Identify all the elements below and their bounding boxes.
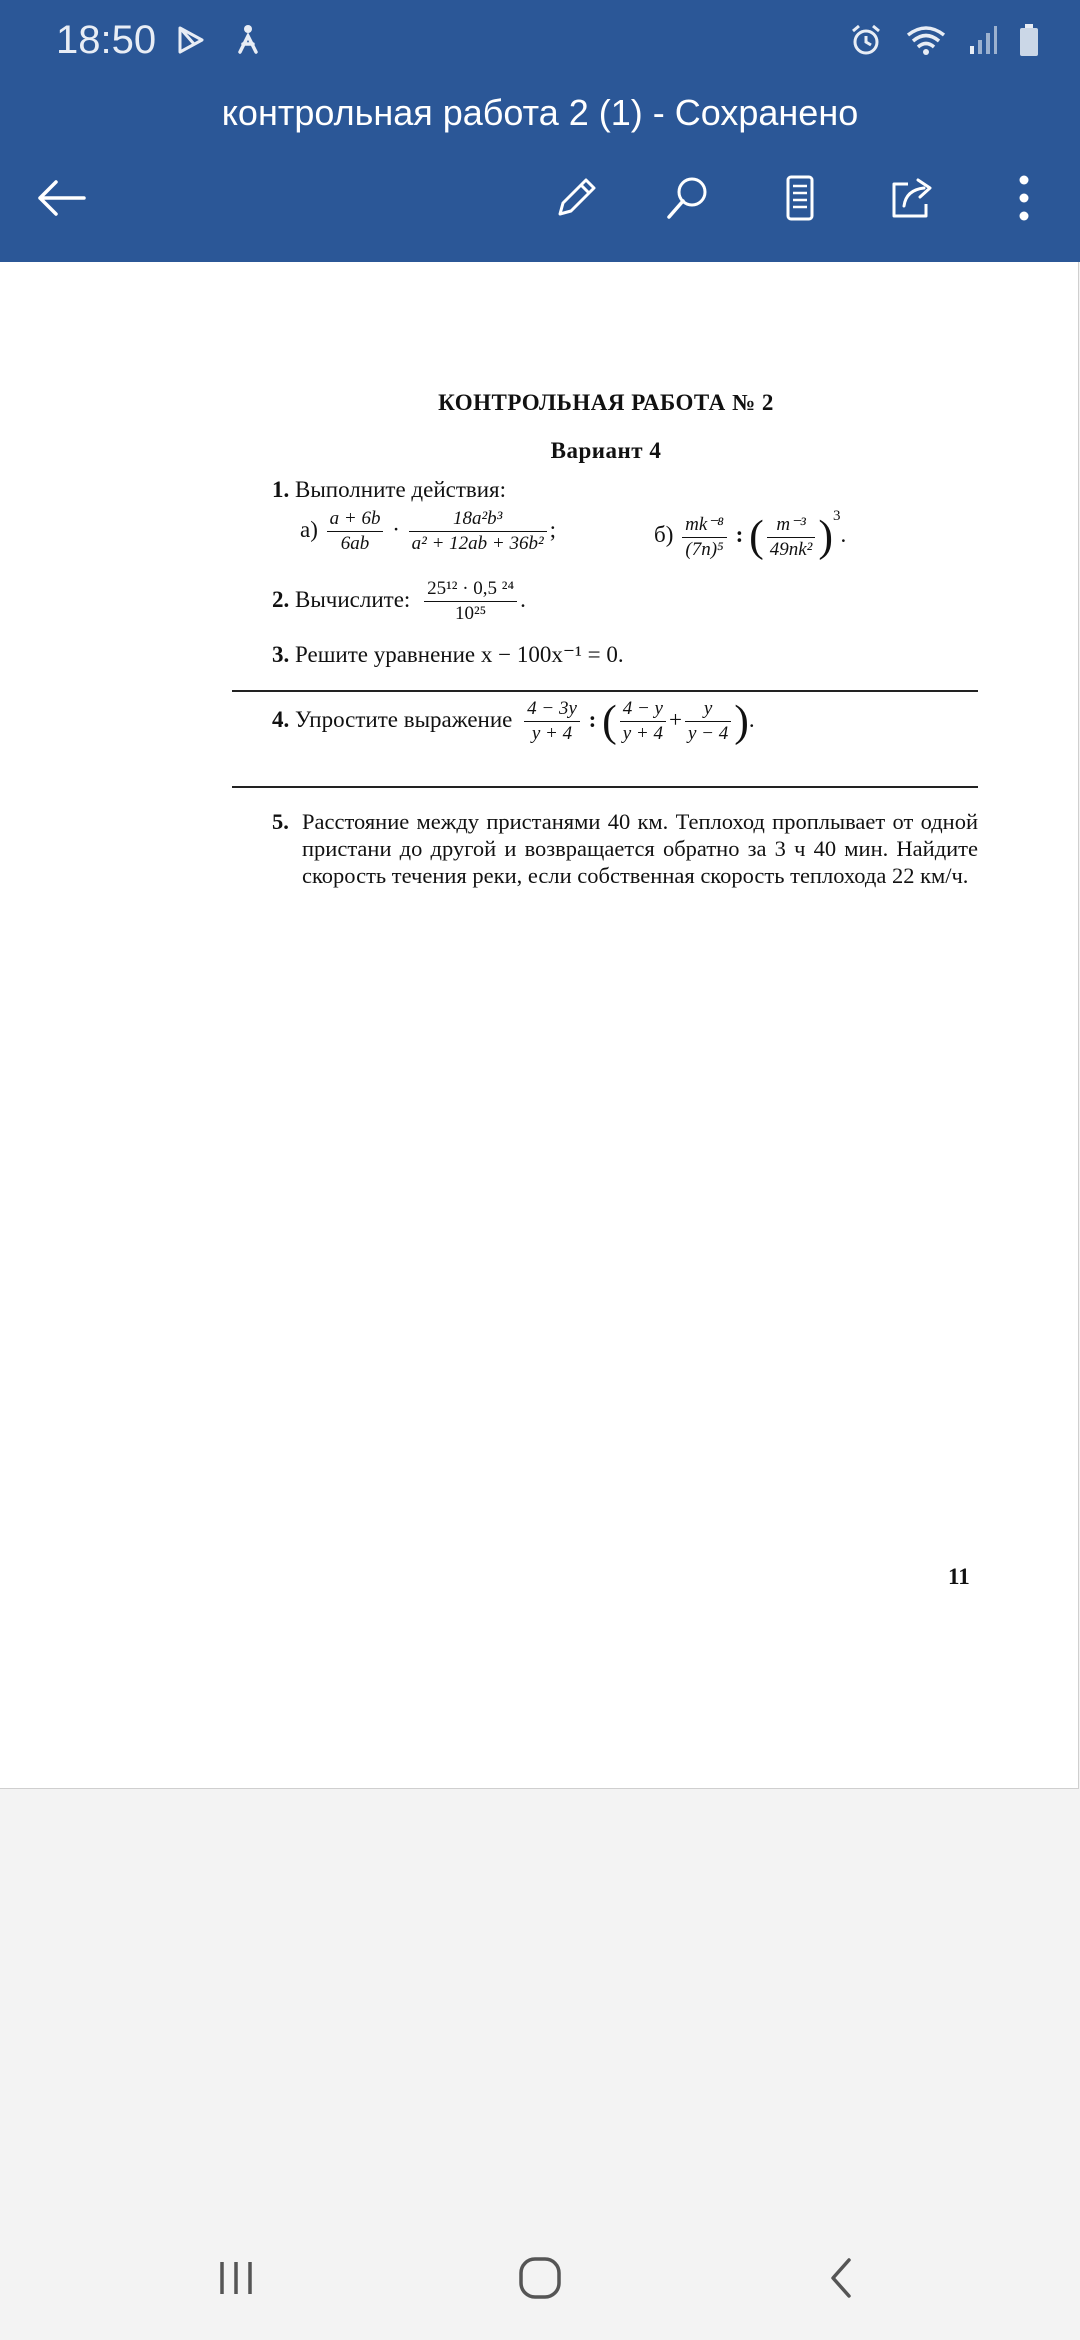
- app-header: [0, 0, 1080, 262]
- status-time: 18:50: [56, 18, 157, 62]
- fraction: [682, 513, 727, 561]
- mobile-view-button[interactable]: [744, 168, 856, 228]
- task-number: 3.: [272, 642, 290, 667]
- page-number: 11: [948, 1564, 970, 1589]
- numerator: 18a²b³: [409, 508, 547, 532]
- back-icon: [825, 2256, 855, 2300]
- fraction: [409, 508, 547, 555]
- task-number: 1.: [272, 477, 290, 502]
- denominator: 49nk²: [769, 538, 813, 560]
- status-right-icons: [848, 22, 1040, 58]
- open-paren: (: [602, 696, 617, 746]
- numerator: y: [685, 698, 731, 722]
- status-left-icons: [172, 22, 266, 58]
- task-4: [272, 698, 755, 745]
- open-paren: (: [749, 511, 764, 561]
- close-paren: ): [734, 696, 749, 746]
- fraction: [685, 698, 731, 745]
- punctuation: .: [840, 522, 847, 547]
- divider-line: [232, 786, 978, 788]
- task-text: Решите уравнение x − 100x⁻¹ = 0.: [295, 642, 624, 667]
- accessibility-icon: [230, 22, 266, 58]
- denominator: y + 4: [531, 723, 573, 744]
- toolbar-actions: [520, 168, 1080, 228]
- close-paren: ): [818, 511, 834, 561]
- edit-pencil-icon: [550, 172, 602, 224]
- fraction: [424, 578, 517, 625]
- fraction: [620, 698, 666, 745]
- numerator: 4 − 3y: [524, 698, 580, 722]
- exponent: 3: [833, 508, 841, 524]
- task-1b: [654, 508, 846, 561]
- document-title: контрольная работа 2 (1) - Сохранено: [221, 92, 859, 133]
- numerator: a + 6b: [327, 508, 384, 532]
- denominator: (7n)⁵: [685, 538, 724, 560]
- search-button[interactable]: [632, 168, 744, 228]
- task-number: 5.: [272, 809, 289, 834]
- wifi-icon: [904, 22, 948, 58]
- back-button[interactable]: [32, 168, 92, 228]
- numerator: m⁻³: [767, 513, 816, 538]
- denominator: a² + 12ab + 36b²: [411, 533, 544, 554]
- punctuation: .: [748, 706, 755, 732]
- operator: :: [735, 522, 744, 547]
- fraction: [327, 508, 384, 555]
- search-icon: [662, 172, 714, 224]
- system-nav-bar: [0, 2216, 1080, 2340]
- task-text: Вычислите:: [295, 586, 411, 612]
- task-text: Упростите выражение: [295, 706, 513, 732]
- operator: ·: [392, 516, 400, 542]
- divider-line: [232, 690, 978, 692]
- variant-heading: Вариант 4: [550, 438, 662, 463]
- task-text: Выполните действия:: [295, 477, 507, 502]
- task-2: [272, 578, 526, 625]
- numerator: 25¹² · 0,5 ²⁴: [424, 578, 517, 602]
- share-button[interactable]: [856, 168, 968, 228]
- more-vertical-icon: [1014, 172, 1034, 224]
- denominator: 6ab: [340, 533, 370, 554]
- task-1b-label: б): [654, 522, 674, 547]
- share-icon: [886, 172, 938, 224]
- alarm-icon: [848, 22, 884, 58]
- edit-button[interactable]: [520, 168, 632, 228]
- numerator: 4 − y: [620, 698, 666, 722]
- fraction: [767, 513, 816, 561]
- task-text: Расстояние между пристанями 40 км. Теплоход проплывает от одной пристани до другой и возвращается обратно за 3 ч 40 мин. Найдите скорость течения реки, если собственная скорость теплохода 22 км/ч.: [302, 809, 978, 888]
- signal-icon: [968, 22, 998, 58]
- recent-apps-icon: [214, 2258, 258, 2298]
- play-store-notification-icon: [172, 22, 208, 58]
- denominator: y + 4: [622, 723, 663, 744]
- numerator: mk⁻⁸: [682, 513, 727, 538]
- task-1a-label: а): [300, 516, 318, 542]
- operator: :: [588, 706, 597, 732]
- back-arrow-icon: [36, 178, 88, 218]
- task-1-header: [272, 477, 506, 503]
- more-options-button[interactable]: [968, 168, 1080, 228]
- document-page[interactable]: [0, 262, 1079, 1789]
- home-icon: [516, 2254, 564, 2302]
- battery-icon: [1018, 22, 1040, 58]
- back-nav-button[interactable]: [800, 2250, 880, 2306]
- punctuation: .: [520, 586, 526, 612]
- page-title: КОНТРОЛЬНАЯ РАБОТА № 2: [438, 390, 774, 415]
- operator: +: [668, 706, 682, 732]
- punctuation: ;: [549, 516, 557, 542]
- fraction: [524, 698, 580, 745]
- denominator: y − 4: [687, 723, 729, 744]
- task-3: [272, 642, 624, 668]
- task-5: [272, 808, 978, 889]
- mobile-view-icon: [774, 172, 826, 224]
- denominator: 10²⁵: [454, 603, 487, 624]
- task-1a: [300, 508, 556, 555]
- home-button[interactable]: [500, 2250, 580, 2306]
- task-number: 4.: [272, 706, 290, 732]
- task-number: 2.: [272, 586, 290, 612]
- recent-apps-button[interactable]: [196, 2250, 276, 2306]
